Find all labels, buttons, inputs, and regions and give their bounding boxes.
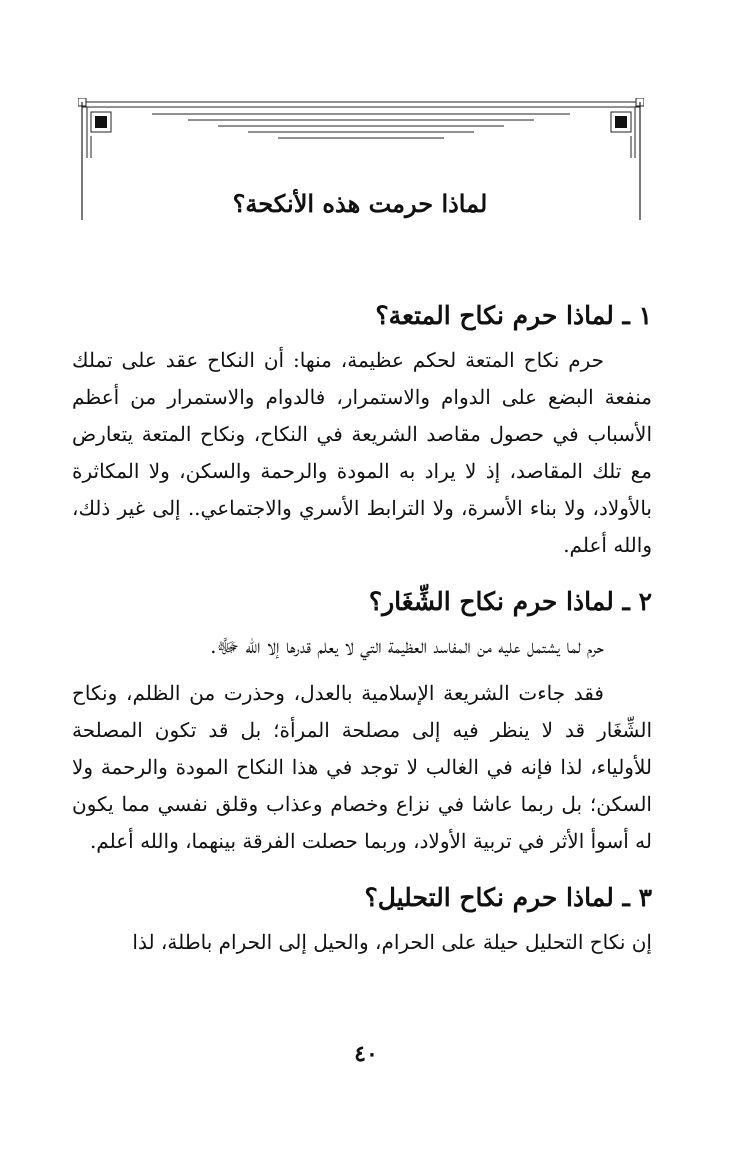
paragraph-3: فقد جاءت الشريعة الإسلامية بالعدل، وحذرت من الظلم، ونكاح الشِّغَار قد لا ينظر فيه إلى مصلحة المرأة؛ بل قد تكون المصلحة للأولياء، لذا فإنه في الغالب لا توجد في هذا النكاح المودة والرحمة ولا السكن؛ بل ربما عاشا في نزاع وخصام وعذاب وقلق نفسي مما يكون له أسوأ الأثر في تربية الأولاد، وربما حصلت الفرقة بينهما، والله أعلم.	[72, 681, 652, 853]
page-number: ٤٠	[354, 1041, 378, 1067]
section-heading-2: ٢ ـ لماذا حرم نكاح الشِّغَار؟	[368, 587, 652, 616]
chapter-title: لماذا حرمت هذه الأنكحة؟	[232, 189, 488, 218]
paragraph-4: إن نكاح التحليل حيلة على الحرام، والحيل إلى الحرام باطلة، لذا	[132, 930, 652, 954]
page-content	[72, 296, 652, 961]
paragraph-2: حرم لما يشتمل عليه من المفاسد العظيمة التي لا يعلم قدرها إلا الله ﷻ.	[210, 634, 604, 658]
paragraph-1: حرم نكاح المتعة لحكم عظيمة، منها: أن النكاح عقد على تملك منفعة البضع على الدوام والاستمرار، فالدوام والاستمرار من أعظم الأسباب في حصول مقاصد الشريعة في النكاح، ونكاح المتعة يتعارض مع تلك المقاصد، إذ لا يراد به المودة والرحمة والسكن، ولا المكاثرة بالأولاد، ولا بناء الأسرة، ولا الترابط الأسري والاجتماعي.. إلى غير ذلك، والله أعلم.	[72, 348, 652, 557]
section-heading-1: ١ ـ لماذا حرم نكاح المتعة؟	[375, 301, 652, 330]
section-heading-3: ٣ ـ لماذا حرم نكاح التحليل؟	[364, 883, 652, 912]
